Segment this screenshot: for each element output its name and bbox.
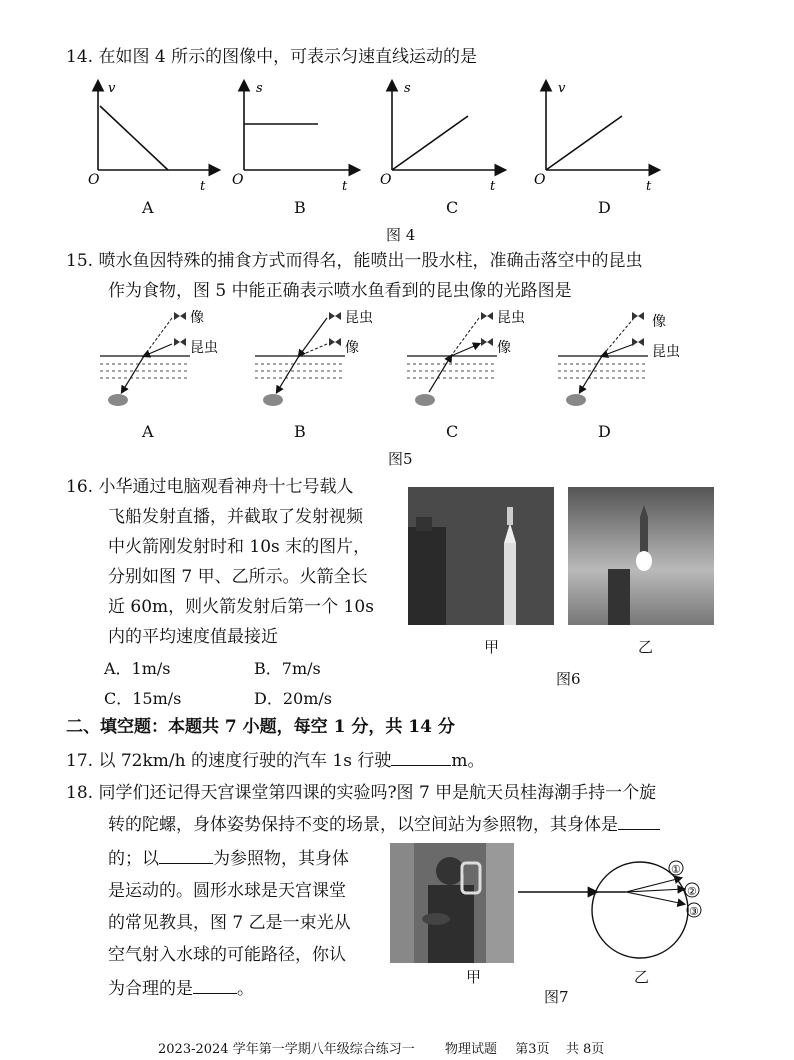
q15-stem-line2: 作为食物，图 5 中能正确表示喷水鱼看到的昆虫像的光路图是 bbox=[108, 281, 572, 301]
q18-line4: 是运动的。圆形水球是天宫课堂 bbox=[108, 881, 346, 901]
graph-d-origin: O bbox=[534, 172, 546, 188]
q17-before: 17. 以 72km/h 的速度行驶的汽车 1s 行驶 bbox=[66, 751, 392, 771]
graph-a bbox=[88, 81, 218, 194]
diagram-c-upper: 昆虫 bbox=[497, 310, 525, 326]
q18-line5: 的常见教具，图 7 乙是一束光从 bbox=[108, 913, 351, 933]
page-footer bbox=[158, 1038, 604, 1057]
q16-line1: 16. 小华通过电脑观看神舟十七号载人 bbox=[66, 477, 354, 497]
section2-heading: 二、填空题：本题共 7 小题，每空 1 分，共 14 分 bbox=[66, 717, 455, 737]
graph-a-origin: O bbox=[88, 172, 100, 188]
q16-option-b: B．7m/s bbox=[254, 659, 321, 678]
figure-7-caption: 图7 bbox=[544, 988, 569, 1006]
diagram-d-label: D bbox=[598, 422, 611, 441]
astronaut-photo-label: 甲 bbox=[466, 968, 482, 986]
water-ball-label: 乙 bbox=[634, 968, 650, 986]
q18-line3-b: 为参照物，其身体 bbox=[213, 849, 349, 869]
diagram-b-label: B bbox=[294, 422, 306, 441]
diagram-a-upper: 像 bbox=[190, 310, 204, 326]
diagram-c bbox=[407, 310, 525, 406]
graph-a-yaxis: v bbox=[108, 81, 116, 96]
footer-subject: 物理试题 bbox=[444, 1042, 497, 1057]
figure-5-caption: 图5 bbox=[388, 450, 413, 468]
rocket-photo-jia bbox=[408, 487, 554, 625]
diagram-a-label: A bbox=[142, 422, 154, 441]
graph-a-xaxis: t bbox=[200, 179, 206, 194]
graph-d-xaxis: t bbox=[646, 179, 652, 194]
q18-blank-3[interactable] bbox=[193, 975, 237, 994]
q18-blank-1[interactable] bbox=[618, 811, 660, 830]
q16-option-d: D．20m/s bbox=[254, 689, 332, 708]
q14-stem: 14. 在如图 4 所示的图像中，可表示匀速直线运动的是 bbox=[66, 47, 478, 67]
q18-line2-wrap bbox=[108, 808, 660, 842]
diagram-d-lower: 昆虫 bbox=[652, 344, 680, 360]
q18-line7-end: 。 bbox=[237, 979, 254, 999]
diagram-d-upper: 像 bbox=[652, 314, 666, 330]
q18-line3 bbox=[108, 842, 349, 876]
q17-after: m。 bbox=[451, 751, 485, 771]
graph-b-yaxis: s bbox=[256, 81, 263, 96]
q16-line5: 近 60m，则火箭发射后第一个 10s bbox=[108, 597, 374, 617]
graph-b bbox=[232, 81, 358, 194]
graph-c-xaxis: t bbox=[490, 179, 496, 194]
figure-5-light-diagrams bbox=[100, 304, 720, 416]
q17 bbox=[66, 744, 484, 778]
rocket-photo-yi bbox=[568, 487, 714, 625]
q16-line3: 中火箭刚发射时和 10s 末的图片， bbox=[108, 537, 371, 557]
footer-total: 共 8页 bbox=[565, 1042, 605, 1057]
path-marker-3: ③ bbox=[689, 905, 699, 918]
figure-4-graphs bbox=[80, 76, 680, 196]
photo-jia-label: 甲 bbox=[484, 638, 500, 656]
graph-c bbox=[380, 81, 504, 194]
q17-blank[interactable] bbox=[391, 747, 451, 766]
path-marker-1: ① bbox=[671, 863, 681, 876]
graph-b-label: B bbox=[294, 198, 306, 217]
q18-line2: 转的陀螺，身体姿势保持不变的场景，以空间站为参照物，其身体是 bbox=[108, 815, 618, 835]
graph-c-label: C bbox=[446, 198, 459, 217]
q18-line3-a: 的；以 bbox=[108, 849, 159, 869]
diagram-d bbox=[558, 312, 680, 406]
q16-option-a: A．1m/s bbox=[104, 659, 171, 678]
diagram-a bbox=[100, 310, 218, 406]
diagram-b-lower: 像 bbox=[345, 340, 359, 356]
q16-line4: 分别如图 7 甲、乙所示。火箭全长 bbox=[108, 567, 368, 587]
q18-line6: 空气射入水球的可能路径，你认 bbox=[108, 945, 346, 965]
figure-4-caption: 图 4 bbox=[386, 226, 416, 244]
graph-d-yaxis: v bbox=[558, 81, 566, 96]
graph-d bbox=[534, 81, 658, 194]
path-marker-2: ② bbox=[687, 885, 697, 898]
diagram-a-lower: 昆虫 bbox=[190, 340, 218, 356]
q18-line7-wrap bbox=[108, 972, 254, 1006]
footer-exam: 2023-2024 学年第一学期八年级综合练习一 bbox=[158, 1042, 415, 1057]
diagram-c-label: C bbox=[446, 422, 459, 441]
diagram-b bbox=[255, 310, 373, 406]
graph-b-xaxis: t bbox=[342, 179, 348, 194]
graph-b-origin: O bbox=[232, 172, 244, 188]
water-ball-diagram bbox=[516, 848, 716, 970]
graph-d-label: D bbox=[598, 198, 611, 217]
graph-c-yaxis: s bbox=[404, 81, 411, 96]
photo-yi-label: 乙 bbox=[638, 638, 654, 656]
q18-line1: 18. 同学们还记得天宫课堂第四课的实验吗?图 7 甲是航天员桂海潮手持一个旋 bbox=[66, 783, 657, 803]
footer-page: 第3页 bbox=[515, 1042, 550, 1057]
q15-stem-line1: 15. 喷水鱼因特殊的捕食方式而得名，能喷出一股水柱，准确击落空中的昆虫 bbox=[66, 251, 643, 271]
q18-line7: 为合理的是 bbox=[108, 979, 193, 999]
astronaut-photo bbox=[390, 843, 514, 963]
graph-a-label: A bbox=[142, 198, 154, 217]
diagram-b-upper: 昆虫 bbox=[345, 310, 373, 326]
q16-line2: 飞船发射直播，并截取了发射视频 bbox=[108, 507, 363, 527]
q16-option-c: C．15m/s bbox=[104, 689, 182, 708]
diagram-c-lower: 像 bbox=[497, 340, 511, 356]
q18-blank-2[interactable] bbox=[159, 845, 213, 864]
q16-line6: 内的平均速度值最接近 bbox=[108, 627, 278, 647]
graph-c-origin: O bbox=[380, 172, 392, 188]
figure-6-caption: 图6 bbox=[556, 670, 581, 688]
